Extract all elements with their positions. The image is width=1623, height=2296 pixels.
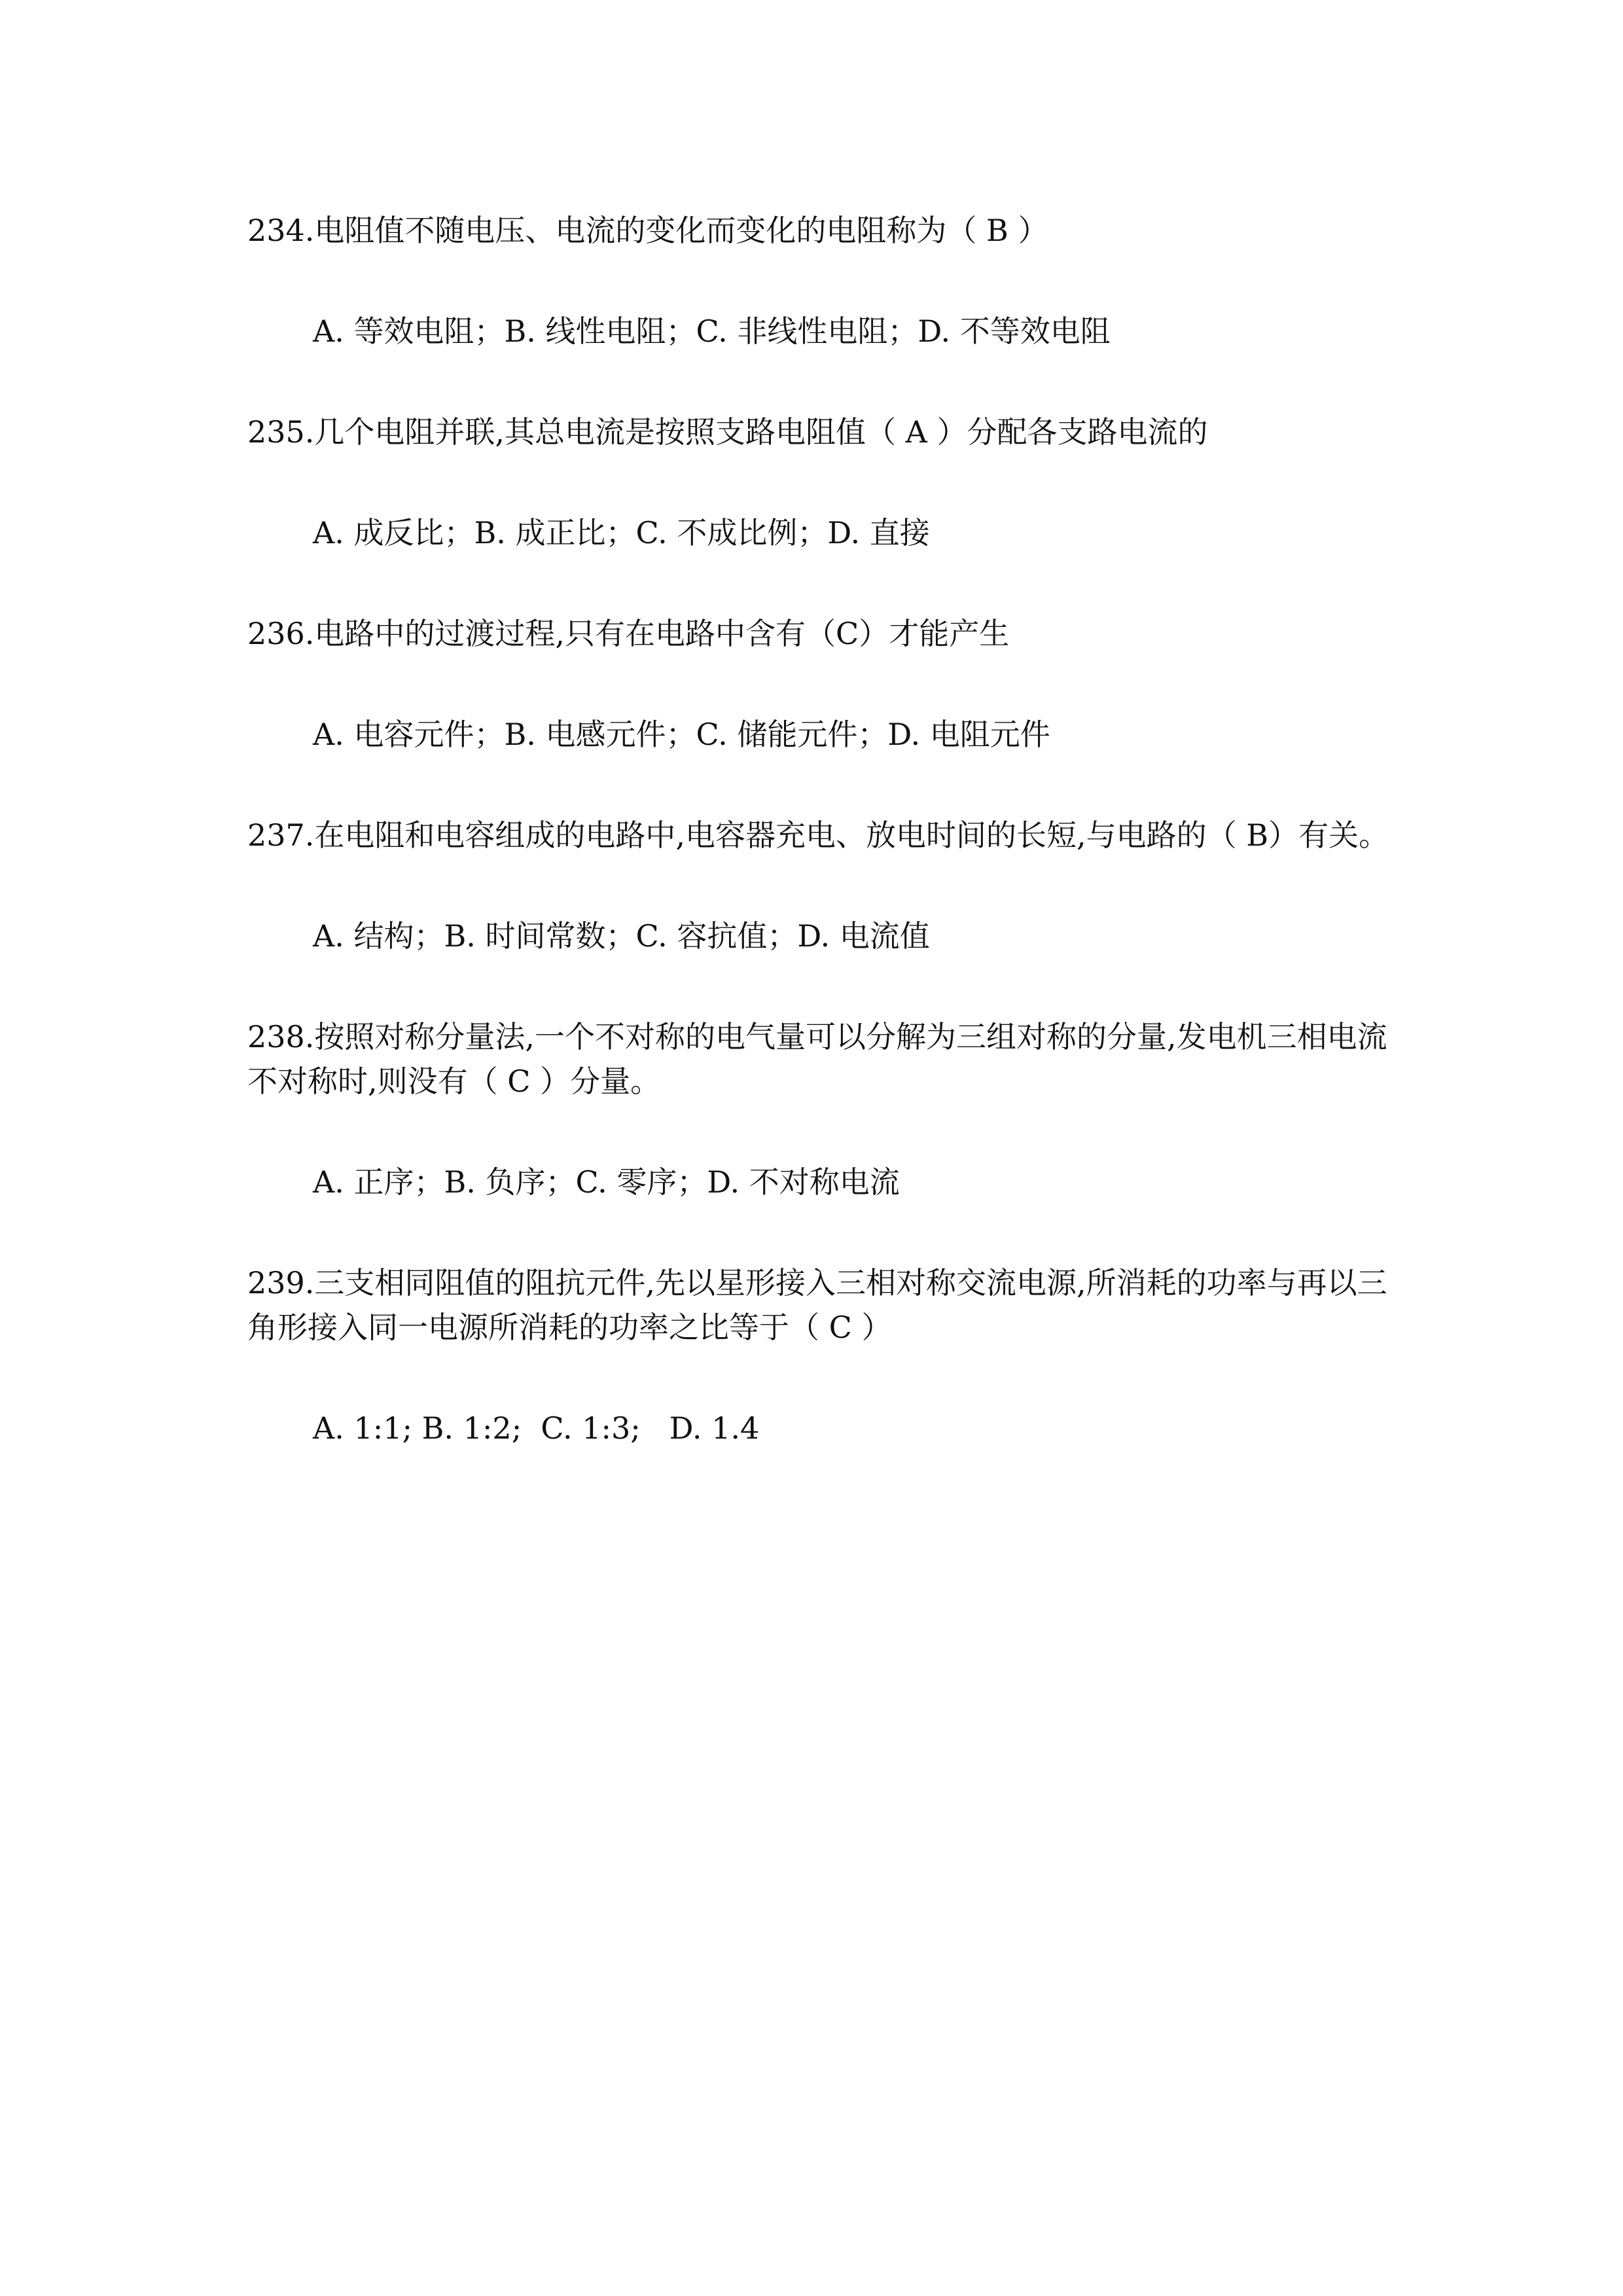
options-234: A. 等效电阻；B. 线性电阻；C. 非线性电阻；D. 不等效电阻 [313, 314, 1111, 349]
options-238: A. 正序；B. 负序；C. 零序；D. 不对称电流 [313, 1164, 900, 1200]
question-237: 237.在电阻和电容组成的电路中,电容器充电、放电时间的长短,与电路的（ B）有关。 [247, 817, 1389, 853]
question-238: 238.按照对称分量法,一个不对称的电气量可以分解为三组对称的分量,发电机三相电流不对称时,则没有（ C ）分量。 [247, 1019, 1387, 1099]
options-235: A. 成反比；B. 成正比；C. 不成比例；D. 直接 [313, 515, 930, 550]
question-236: 236.电路中的过渡过程,只有在电路中含有（C）才能产生 [247, 616, 1010, 651]
options-237: A. 结构；B. 时间常数；C. 容抗值；D. 电流值 [313, 918, 930, 954]
question-239: 239.三支相同阻值的阻抗元件,先以星形接入三相对称交流电源,所消耗的功率与再以三角形接入同一电源所消耗的功率之比等于（ C ） [247, 1265, 1387, 1345]
options-239: A. 1:1; B. 1:2; C. 1:3; D. 1.4 [313, 1410, 760, 1446]
options-236: A. 电容元件；B. 电感元件；C. 储能元件；D. 电阻元件 [313, 717, 1050, 752]
question-234: 234.电阻值不随电压、电流的变化而变化的电阻称为（ B ） [247, 213, 1048, 248]
question-235: 235.几个电阻并联,其总电流是按照支路电阻值（ A ）分配各支路电流的 [247, 414, 1208, 450]
document-page [247, 208, 1399, 1450]
